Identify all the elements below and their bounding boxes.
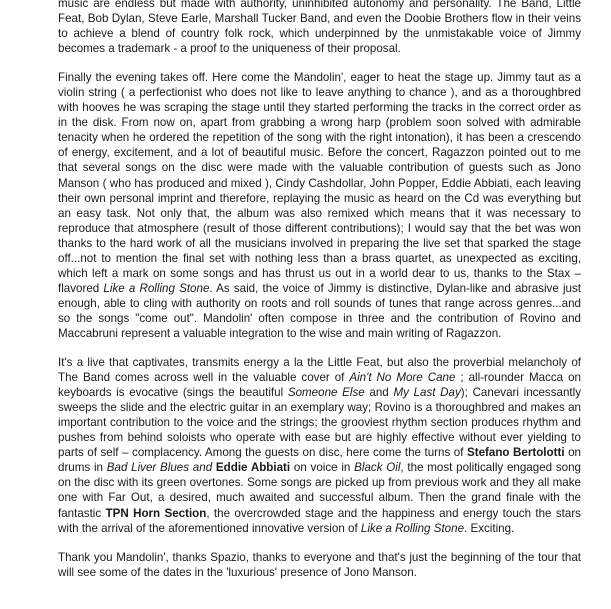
text-run: ; all-rounder Macca on keyboards is evocative (sings the beautiful — [58, 371, 582, 400]
song-title: Someone Else — [287, 386, 365, 400]
guest-name: TPN Horn Section — [105, 506, 207, 520]
song-title: Like a Rolling Stone — [103, 281, 210, 295]
text-run: It's a live that captivates, transmits energy a la the Little Feat, but also the proverbial melancholy of The Band comes across well in the valuable cover of — [58, 356, 581, 385]
song-title: Ain't No More Cane — [349, 371, 456, 385]
song-title: My Last Day — [393, 386, 461, 400]
text-run: ); Canevari incessantly sweeps the slide and the electric guitar in an exemplary way; Rovino is a thoroughbred and makes an important contribution to the voice and the strings; the grooviest rhythm section produces rhythm and pushes from behind soloists who operate with ease but are highly effective without ever yielding to parts of self – complacency. Among the guests on disc, here come the turns of — [58, 386, 581, 460]
text-run: Finally the evening takes off. Here come the Mandolin', eager to heat the stage up. Jimmy taut as a violin string ( a perfectionist who does not like to leave anything to chance ), and as a thoroughbred with hooves he was scraping the stage until they started performing the tracks in the correct order as in the disk. From now on, apart from grabbing a wrong harp (problem soon solved with admirable tenacity when he ordered the repetition of the song with the right intonation), it has been a crescendo of energy, excitement, and a lot of beautiful music. Before the concert, Ragazzon pointed out to me that several songs on the disc were made with the valuable contribution of guests such as Jono Manson ( who has produced and mixed ), Cindy Cashdollar, John Popper, Eddie Abbiati, each leaving their own personal imprint and therefore, replaying the music as heard on the Cd was everything but an easy task. Not only that, the album was also remixed which means that it was necessary to reproduce that atmosphere (result of those different contributions); I would say that the bet was won thanks to the hard work of all the musicians involved in preparing the live set that sparked the stage off...not to mention the final set with nothing less than a brass quartet, as unexpected as exciting, which left a mark on some songs and has thrust us out in a world dear to us, thanks to the Stax – flavored — [58, 71, 581, 295]
text-run: on voice in — [290, 461, 355, 475]
text-run: on drums in — [58, 446, 581, 475]
song-title: Like a Rolling Stone — [360, 521, 465, 535]
paragraph-intro — [58, 0, 581, 56]
song-title: Black Oil — [354, 461, 401, 475]
text-run: and — [364, 386, 394, 400]
text-run: . Exciting. — [464, 521, 515, 535]
text-run: , the most politically engaged song on the disc with its green overtones. Some songs are picked up from previous work and they all make one with Far Out, a desired, much awaited and successful album. Then the grand finale with the fantastic — [58, 461, 581, 520]
paragraph-concert — [58, 70, 581, 341]
song-title: Bad Liver Blues and — [106, 461, 213, 475]
guest-name: Eddie Abbiati — [215, 461, 291, 475]
text-run: , the overcrowded stage and the happiness and energy touch the stars with the arrival of the aforementioned innovative version of — [58, 506, 581, 535]
paragraph-thanks — [58, 550, 581, 580]
text-run: . As said, the voice of Jimmy is distinctive, Dylan-like and abrasive just enough, able to cling with authority on roots and roll sounds of tunes that range across genres...and so the songs "come out". Mandolin' often compose in three and the contribution of Rovino and Maccabruni represent a valuable integration to the wise and main writing of Ragazzon. — [58, 281, 582, 340]
paragraph-live — [58, 355, 581, 536]
text-run: music are endless but made with authority, uninhibited autonomy and personality. The Band, Little Feat, Bob Dylan, Steve Earle, Marshall Tucker Band, and even the Doobie Brothers flow in their veins to achieve a blend of country folk rock, which underpinned by the unmistakable voice of Jimmy becomes a trademark - a proof to the uniqueness of their proposal. — [58, 0, 581, 56]
guest-name: Stefano Bertolotti — [467, 446, 565, 460]
text-run: Thank you Mandolin', thanks Spazio, thanks to everyone and that's just the beginning of the tour that will see some of the dates in the 'luxurious' presence of Jono Manson. — [58, 550, 581, 579]
document-page — [58, 0, 581, 594]
